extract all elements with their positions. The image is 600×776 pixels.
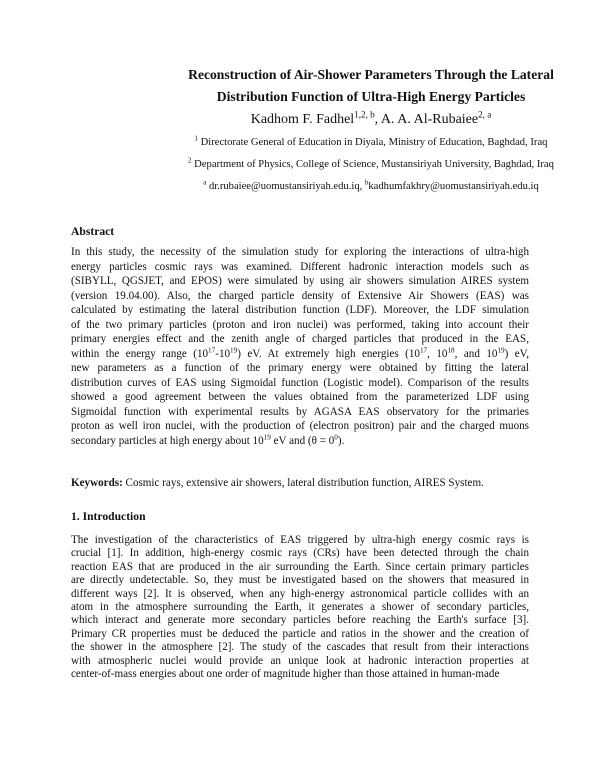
affiliation-text: Department of Physics, College of Science, Mustansiriyah University, Baghdad, Iraq bbox=[191, 159, 554, 170]
text-line bbox=[71, 668, 529, 681]
text-segment: which interact and generate more secondary particles before reaching the Earth's surface [3]. bbox=[71, 614, 529, 627]
text-segment: center-of-mass energies about one order of magnitude higher than those attained in human-made bbox=[71, 668, 500, 681]
text-segment: , and 10 bbox=[454, 347, 498, 360]
author-list bbox=[71, 110, 600, 129]
superscript: 17 bbox=[419, 345, 428, 354]
author-name: A. A. Al-Rubaiee bbox=[380, 112, 479, 127]
affiliation-marker: 2 bbox=[188, 157, 192, 165]
affiliation-text: Directorate General of Education in Diyala, Ministry of Education, Baghdad, Iraq bbox=[197, 137, 548, 148]
email-link[interactable]: dr.rubaiee@uomustansiriyah.edu.iq, bbox=[206, 181, 365, 192]
abstract-heading: Abstract bbox=[71, 225, 115, 238]
affiliation-marker: 1 bbox=[194, 135, 198, 143]
keywords-label: Keywords: bbox=[71, 477, 123, 489]
author-affiliation-marker: 1,2, b bbox=[354, 109, 375, 120]
text-segment: calculated by estimating the lateral distribution function (LDF). Moreover, the LDF simulation bbox=[71, 304, 529, 316]
paper-title-line-1: Reconstruction of Air-Shower Parameters Through the Lateral bbox=[188, 67, 554, 82]
text-segment: ) eV, bbox=[504, 347, 530, 360]
text-segment: (version 19.04.00). Also, the charged particle density of Extensive Air Showers (EAS) was bbox=[71, 289, 529, 302]
text-line bbox=[71, 574, 529, 587]
text-line bbox=[71, 655, 529, 668]
text-line bbox=[71, 628, 529, 641]
text-segment: reaction EAS that are produced in the air surrounding the Earth. Since certain primary particles bbox=[71, 560, 529, 573]
text-line bbox=[71, 332, 529, 347]
keywords bbox=[71, 476, 529, 491]
text-line bbox=[71, 245, 529, 260]
author-separator: , bbox=[374, 112, 381, 127]
text-line bbox=[71, 289, 529, 304]
text-segment: (SIBYLL, QGSJET, and EPOS) were simulated by using air showers simulation AIRES system bbox=[71, 275, 529, 287]
introduction-body bbox=[71, 534, 529, 681]
text-segment: Sigmoidal function with experimental results by AGASA EAS observatory for the primaries bbox=[71, 405, 529, 418]
text-line bbox=[71, 641, 529, 654]
text-segment: , 10 bbox=[427, 347, 448, 360]
affiliation-2 bbox=[71, 157, 600, 172]
email-link[interactable]: kadhumfakhry@uomustansiriyah.edu.iq bbox=[368, 181, 539, 192]
text-line bbox=[71, 614, 529, 627]
text-segment: within the energy range (10 bbox=[71, 347, 209, 360]
text-line bbox=[71, 588, 529, 601]
text-line bbox=[71, 434, 529, 449]
text-segment: distribution curves of EAS using Sigmoidal function (Logistic model). Comparison of the results bbox=[71, 376, 529, 389]
superscript: 19 bbox=[497, 345, 505, 354]
text-segment: The investigation of the characteristics of EAS triggered by ultra-high energy cosmic rays is bbox=[71, 534, 529, 546]
text-segment: showed a good agreement between the values obtained from the parameterized LDF using bbox=[71, 391, 529, 403]
introduction-heading: 1. Introduction bbox=[71, 510, 146, 523]
text-segment: eV and (θ = 0 bbox=[270, 434, 335, 447]
text-segment: crucial [1]. In addition, high-energy cosmic rays (CRs) have been detected through the chain bbox=[71, 547, 529, 560]
text-line bbox=[71, 534, 529, 547]
text-segment: atom in the atmosphere surrounding the Earth, it generates a shower of secondary particles, bbox=[71, 601, 529, 614]
text-line bbox=[71, 405, 529, 420]
author-affiliation-marker: 2, a bbox=[478, 109, 492, 120]
text-segment: proton as well iron nuclei, with the production of (electron positron) pair and the charged muons bbox=[71, 420, 529, 432]
text-line bbox=[71, 376, 529, 391]
text-line bbox=[71, 547, 529, 560]
text-segment: In this study, the necessity of the simulation study for exploring the interactions of ultra-high bbox=[71, 246, 529, 258]
text-segment: the shower in the atmosphere [2]. The study of the cascades that result from their interactions bbox=[71, 641, 529, 654]
affiliation-1 bbox=[71, 135, 600, 150]
text-line bbox=[71, 318, 529, 333]
paper-title-line-2: Distribution Function of Ultra-High Energy Particles bbox=[216, 89, 526, 104]
keywords-text: Cosmic rays, extensive air showers, lateral distribution function, AIRES System. bbox=[122, 477, 484, 489]
email-marker: a bbox=[203, 179, 207, 187]
text-segment: new parameters as a function of the primary energy were obtained by fitting the lateral bbox=[71, 362, 529, 374]
text-line bbox=[71, 303, 529, 318]
text-segment: different ways [2]. It is observed, when any high-energy astronomical particle collides with an bbox=[71, 587, 529, 600]
text-line bbox=[71, 260, 529, 275]
text-line bbox=[71, 601, 529, 614]
abstract-body bbox=[71, 245, 529, 448]
author-name: Kadhom F. Fadhel bbox=[250, 112, 355, 127]
text-segment: energy particles cosmic rays was examined. Different hadronic interaction models such as bbox=[71, 260, 529, 273]
superscript: 18 bbox=[447, 345, 455, 354]
text-segment: secondary particles at high energy about 10 bbox=[71, 434, 264, 447]
email-marker: b bbox=[364, 179, 369, 187]
text-segment: of the two primary particles (proton and iron nuclei) was performed, taking into account their bbox=[71, 318, 529, 331]
author-emails bbox=[71, 179, 600, 194]
text-segment: Primary CR properties must be deduced the particle and ratios in the shower and the creation of bbox=[71, 627, 529, 640]
superscript: 19 bbox=[230, 345, 238, 354]
text-segment: with atmospheric nuclei would provide an unique look at hadronic interaction properties at bbox=[71, 654, 529, 667]
text-segment: primary energies effect and the zenith angle of charged particles that produced in the EAS, bbox=[71, 333, 529, 345]
text-line bbox=[71, 347, 529, 362]
text-line bbox=[71, 361, 529, 376]
text-line bbox=[71, 561, 529, 574]
text-segment: ). bbox=[337, 434, 345, 447]
superscript: 17 bbox=[208, 345, 216, 354]
superscript: 0 bbox=[334, 432, 338, 441]
text-line bbox=[71, 274, 529, 289]
superscript: 19 bbox=[263, 432, 271, 441]
text-line bbox=[71, 390, 529, 405]
text-segment: ) eV. At extremely high energies (10 bbox=[237, 347, 420, 360]
text-segment: -10 bbox=[215, 347, 231, 360]
text-line bbox=[71, 419, 529, 434]
text-segment: are directly undetectable. So, they must be investigated based on the showers that measured in bbox=[71, 574, 529, 587]
